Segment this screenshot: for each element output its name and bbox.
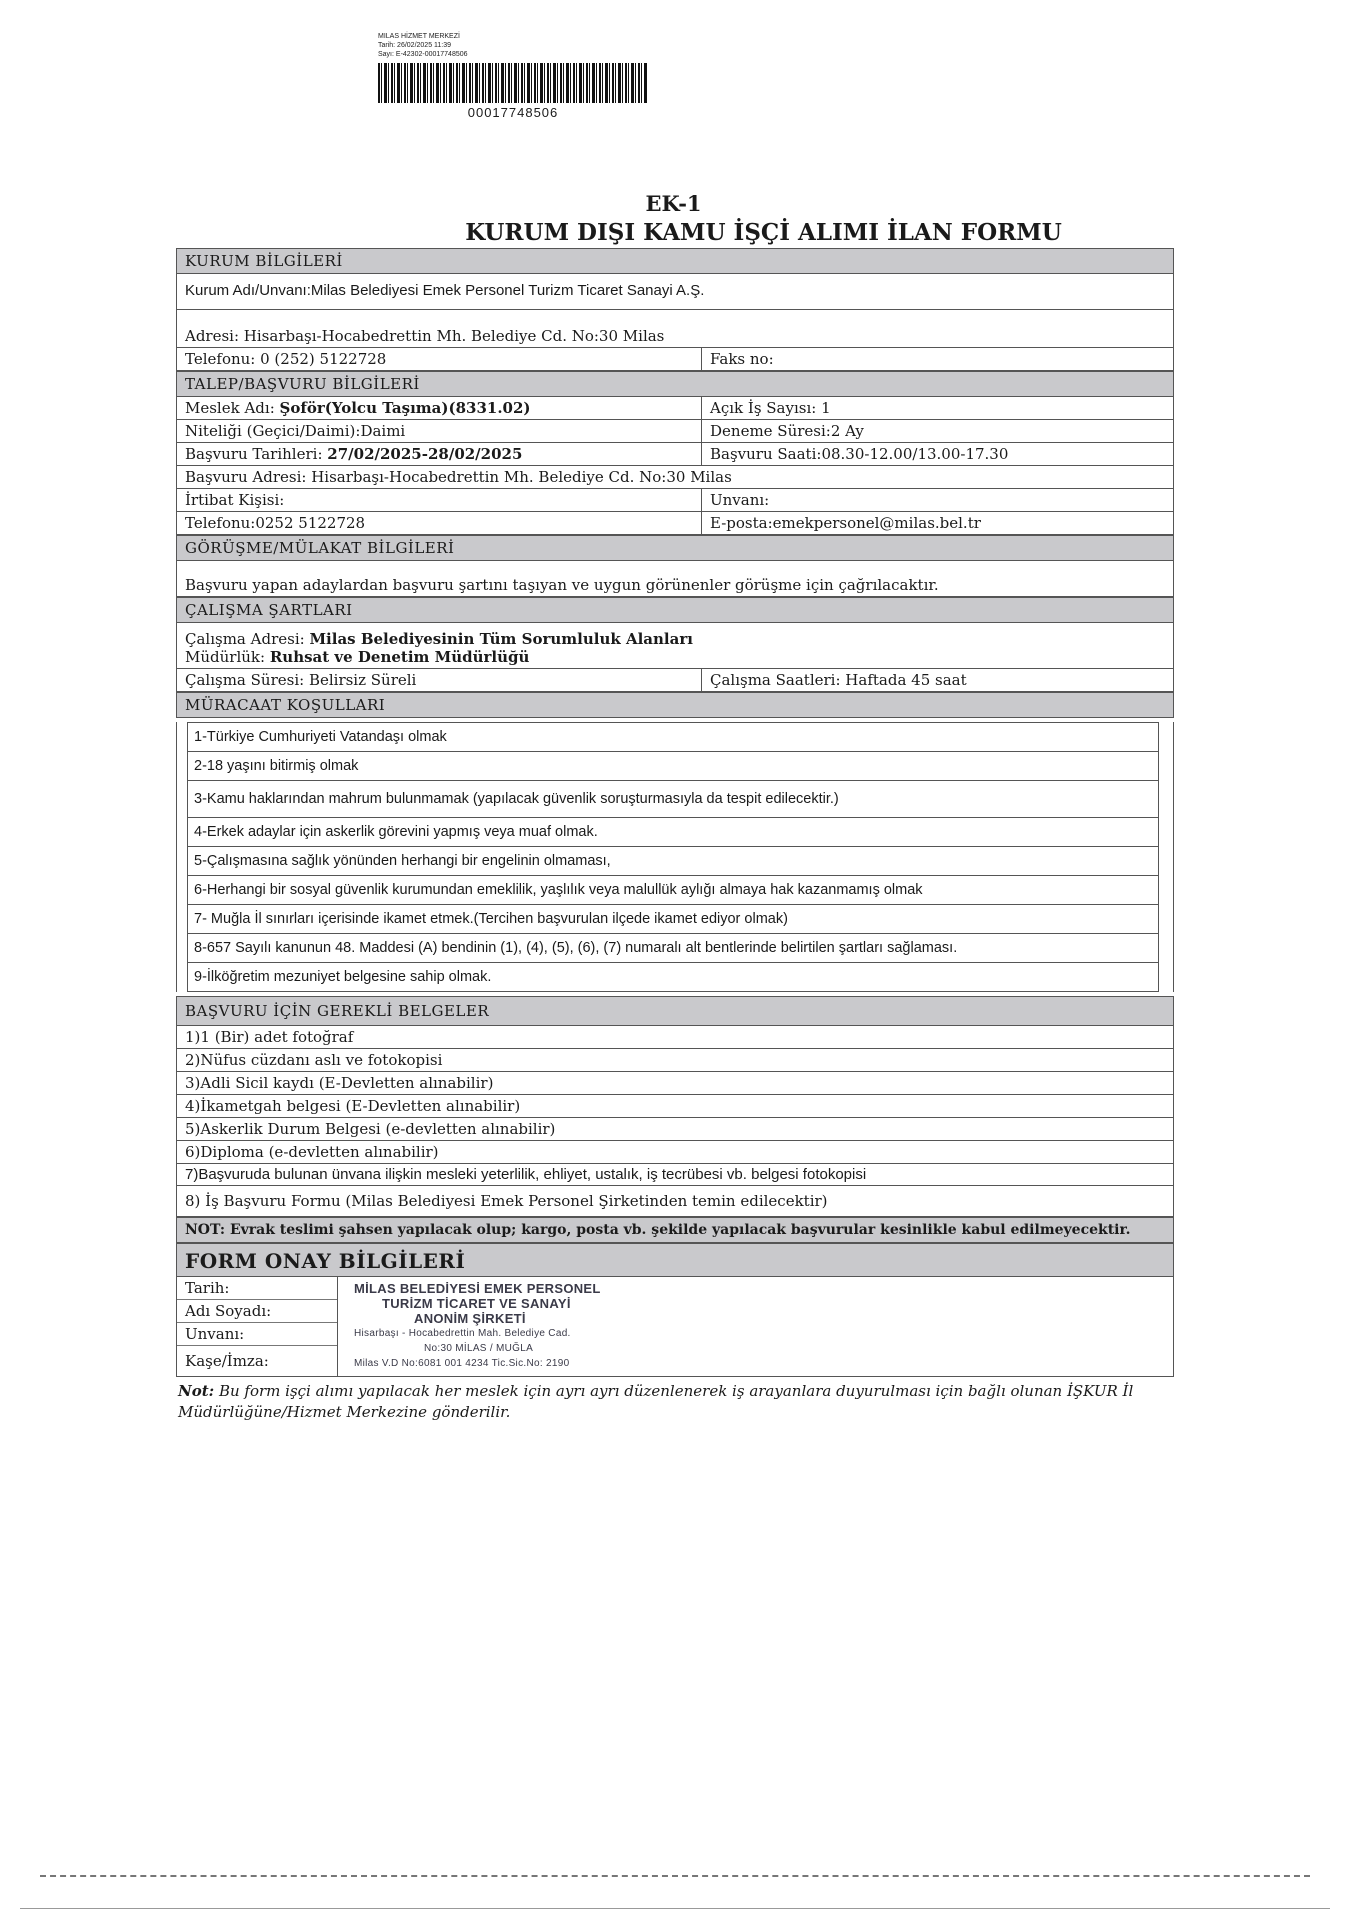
list-item: 1)1 (Bir) adet fotoğraf	[176, 1026, 1174, 1049]
kurum-fax: Faks no:	[710, 350, 774, 368]
list-item: 1-Türkiye Cumhuriyeti Vatandaşı olmak	[188, 723, 1158, 752]
approval-labels	[177, 1277, 338, 1376]
announcement-form	[176, 248, 1174, 1423]
footnote	[176, 1381, 1174, 1423]
bottom-rule	[20, 1908, 1330, 1909]
seal-line: TURİZM TİCARET VE SANAYİ	[382, 1296, 571, 1311]
work-hours: Çalışma Saatleri: Haftada 45 saat	[710, 671, 967, 689]
footnote-label: Not:	[178, 1382, 215, 1400]
bottom-dashed-line	[40, 1875, 1310, 1877]
list-item: 6-Herhangi bir sosyal güvenlik kurumundan emeklilik, yaşlılık veya malullük aylığı almaya hak kazanmamış olmak	[188, 876, 1158, 905]
list-item: 4)İkametgah belgesi (E-Devletten alınabilir)	[176, 1095, 1174, 1118]
kurum-name-row	[176, 274, 1174, 310]
conditions-wrapper	[176, 722, 1174, 992]
approval-signature-label: Kaşe/İmza:	[185, 1352, 269, 1370]
list-item: 7- Muğla İl sınırları içerisinde ikamet etmek.(Tercihen başvurulan ilçede ikamet ediyor olmak)	[188, 905, 1158, 934]
directorate: Müdürlük: Ruhsat ve Denetim Müdürlüğü	[185, 648, 530, 666]
gorusme-row	[176, 561, 1174, 597]
interview-info: Başvuru yapan adaylardan başvuru şartını taşıyan ve uygun görünenler görüşme için çağrılacaktır.	[185, 576, 939, 594]
directorate-value: Ruhsat ve Denetim Müdürlüğü	[269, 648, 530, 666]
work-address: Çalışma Adresi: Milas Belediyesinin Tüm Sorumluluk Alanları	[185, 630, 693, 648]
list-item: 4-Erkek adaylar için askerlik görevini yapmış veya muaf olmak.	[188, 818, 1158, 847]
trial-period: Deneme Süresi:2 Ay	[710, 422, 864, 440]
stamp-date: Tarih: 26/02/2025 11:39	[378, 42, 452, 49]
talep-type-row	[176, 420, 1174, 443]
list-item: 5-Çalışmasına sağlık yönünden herhangi bir engelinin olmaması,	[188, 847, 1158, 876]
section-gorusme-heading: GÖRÜŞME/MÜLAKAT BİLGİLERİ	[176, 535, 1174, 561]
open-positions: Açık İş Sayısı: 1	[710, 399, 831, 417]
talep-address-row	[176, 466, 1174, 489]
form-title: KURUM DIŞI KAMU İŞÇİ ALIMI İLAN FORMU	[465, 219, 1062, 246]
list-item: 7)Başvuruda bulunan ünvana ilişkin mesleki yeterlilik, ehliyet, ustalık, iş tecrübesi vb. belgesi fotokopisi	[176, 1164, 1174, 1186]
list-item: 2)Nüfus cüzdanı aslı ve fotokopisi	[176, 1049, 1174, 1072]
kurum-address: Adresi: Hisarbaşı-Hocabedrettin Mh. Belediye Cd. No:30 Milas	[185, 327, 665, 345]
documents-note: NOT: Evrak teslimi şahsen yapılacak olup; kargo, posta vb. şekilde yapılacak başvurular kesinlikle kabul edilmeyecektir.	[176, 1217, 1174, 1243]
list-item: 6)Diploma (e-devletten alınabilir)	[176, 1141, 1174, 1164]
approval-block	[176, 1277, 1174, 1377]
application-hours: Başvuru Saati:08.30-12.00/13.00-17.30	[710, 445, 1009, 463]
documents-list	[176, 1026, 1174, 1217]
registry-stamp	[378, 32, 638, 120]
application-address: Başvuru Adresi: Hisarbaşı-Hocabedrettin Mh. Belediye Cd. No:30 Milas	[185, 468, 732, 486]
seal-line: MİLAS BELEDİYESİ EMEK PERSONEL	[354, 1281, 601, 1296]
occupation-value: Şoför(Yolcu Taşıma)(8331.02)	[279, 399, 531, 417]
contact-person: İrtibat Kişisi:	[177, 489, 702, 511]
company-seal	[354, 1281, 684, 1371]
work-address-value: Milas Belediyesinin Tüm Sorumluluk Alanları	[309, 630, 693, 648]
application-dates-value: 27/02/2025-28/02/2025	[327, 445, 523, 463]
list-item: 3-Kamu haklarından mahrum bulunmamak (yapılacak güvenlik soruşturmasıyla da tespit edilecektir.)	[188, 781, 1158, 818]
footnote-text: Bu form işçi alımı yapılacak her meslek için ayrı ayrı düzenlenerek iş arayanlara duyurulması için bağlı olunan İŞKUR İl Müdürlüğüne/Hizmet Merkezine gönderilir.	[178, 1382, 1134, 1421]
seal-line: Milas V.D No:6081 001 4234 Tic.Sic.No: 2190	[354, 1358, 570, 1369]
list-item: 8-657 Sayılı kanunun 48. Maddesi (A) bendinin (1), (4), (5), (6), (7) numaralı alt bentlerinde belirtilen şartları sağlaması.	[188, 934, 1158, 963]
occupation: Meslek Adı: Şoför(Yolcu Taşıma)(8331.02)	[177, 397, 702, 419]
barcode-number: 00017748506	[467, 105, 559, 120]
section-calisma-heading: ÇALIŞMA ŞARTLARI	[176, 597, 1174, 623]
employment-type: Niteliği (Geçici/Daimi):Daimi	[177, 420, 702, 442]
talep-contact-row	[176, 489, 1174, 512]
list-item: 8) İş Başvuru Formu (Milas Belediyesi Emek Personel Şirketinden temin edilecektir)	[176, 1186, 1174, 1217]
talep-occupation-row	[176, 397, 1174, 420]
barcode	[378, 63, 648, 103]
contact-phone: Telefonu:0252 5122728	[177, 512, 702, 534]
approval-name-label: Adı Soyadı:	[177, 1300, 337, 1323]
approval-date-label: Tarih:	[177, 1277, 337, 1300]
list-item: 9-İlköğretim mezuniyet belgesine sahip olmak.	[194, 969, 492, 985]
kurum-name: Kurum Adı/Unvanı:Milas Belediyesi Emek Personel Turizm Ticaret Sanayi A.Ş.	[185, 282, 705, 299]
kurum-phone: Telefonu: 0 (252) 5122728	[177, 348, 702, 370]
list-item: 3)Adli Sicil kaydı (E-Devletten alınabilir)	[176, 1072, 1174, 1095]
work-duration: Çalışma Süresi: Belirsiz Süreli	[177, 669, 702, 691]
conditions-list	[187, 722, 1159, 992]
application-dates: Başvuru Tarihleri: 27/02/2025-28/02/2025	[177, 443, 702, 465]
section-kurum-heading: KURUM BİLGİLERİ	[176, 248, 1174, 274]
seal-line: No:30 MİLAS / MUĞLA	[424, 1343, 534, 1354]
list-item: 5)Askerlik Durum Belgesi (e-devletten alınabilir)	[176, 1118, 1174, 1141]
approval-title-label: Unvanı:	[177, 1323, 337, 1346]
contact-title: Unvanı:	[710, 491, 770, 509]
annex-label: EK-1	[645, 191, 702, 216]
list-item: 2-18 yaşını bitirmiş olmak	[188, 752, 1158, 781]
seal-line: ANONİM ŞİRKETİ	[414, 1311, 526, 1326]
talep-dates-row	[176, 443, 1174, 466]
kurum-address-row	[176, 310, 1174, 348]
calisma-duration-row	[176, 669, 1174, 692]
stamp-office: MILAS HİZMET MERKEZİ	[378, 33, 460, 40]
calisma-address-row	[176, 623, 1174, 669]
talep-phone-row	[176, 512, 1174, 535]
company-seal-area	[338, 1277, 1173, 1376]
seal-line: Hisarbaşı - Hocabedrettin Mah. Belediye Cad.	[354, 1328, 571, 1339]
kurum-phone-row	[176, 348, 1174, 371]
stamp-number: Sayı: E-42302-00017748506	[378, 51, 468, 58]
section-talep-heading: TALEP/BAŞVURU BİLGİLERİ	[176, 371, 1174, 397]
section-onay-heading: FORM ONAY BİLGİLERİ	[176, 1243, 1174, 1277]
contact-email: E-posta:emekpersonel@milas.bel.tr	[710, 514, 981, 532]
section-belgeler-heading: BAŞVURU İÇİN GEREKLİ BELGELER	[176, 996, 1174, 1026]
section-muracaat-heading: MÜRACAAT KOŞULLARI	[176, 692, 1174, 718]
